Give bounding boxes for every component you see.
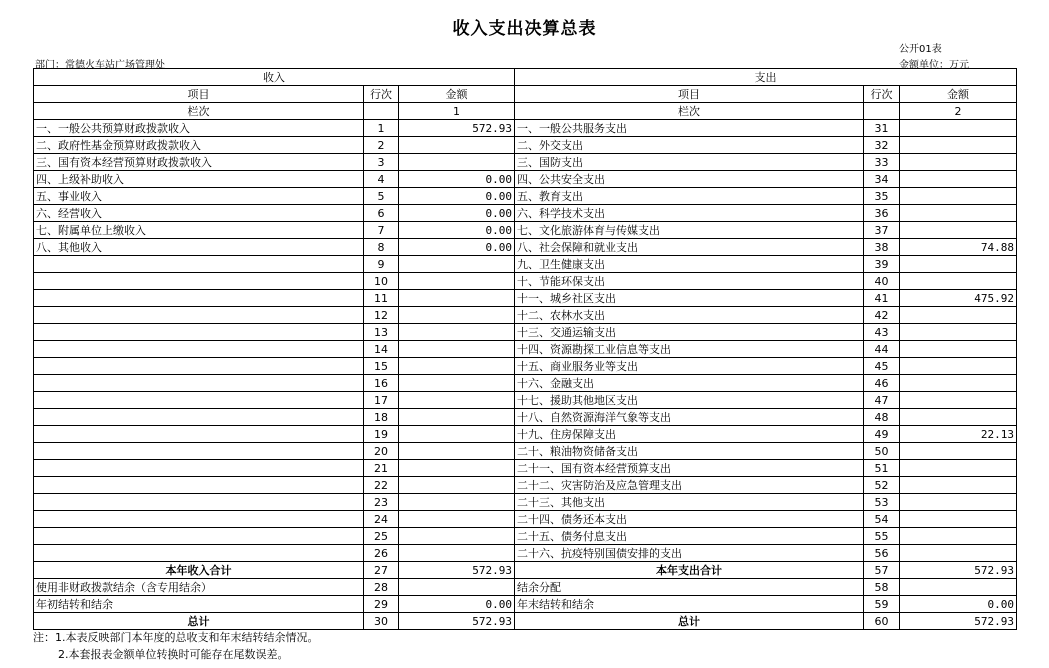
income-amount-cell bbox=[399, 511, 515, 528]
income-item-cell bbox=[34, 341, 364, 358]
budget-table bbox=[33, 68, 1017, 630]
expense-line-cell: 45 bbox=[864, 358, 900, 375]
expense-line-cell: 49 bbox=[864, 426, 900, 443]
income-line-cell: 9 bbox=[364, 256, 399, 273]
expense-amount-cell bbox=[900, 256, 1017, 273]
income-line-cell: 5 bbox=[364, 188, 399, 205]
income-amount-cell: 572.93 bbox=[399, 613, 515, 630]
income-line-cell: 20 bbox=[364, 443, 399, 460]
expense-amount-cell bbox=[900, 409, 1017, 426]
expense-amount-cell bbox=[900, 273, 1017, 290]
expense-line-cell: 36 bbox=[864, 205, 900, 222]
expense-item-cell: 二十一、国有资本经营预算支出 bbox=[515, 460, 864, 477]
expense-column-blank bbox=[864, 103, 900, 120]
table-row bbox=[34, 579, 1017, 596]
table-row bbox=[34, 528, 1017, 545]
table-row bbox=[34, 596, 1017, 613]
income-amount-cell: 0.00 bbox=[399, 596, 515, 613]
expense-item-cell: 一、一般公共服务支出 bbox=[515, 120, 864, 137]
column-number-row bbox=[34, 103, 1017, 120]
column-header-row bbox=[34, 86, 1017, 103]
expense-header: 支出 bbox=[515, 69, 1017, 86]
expense-line-cell: 53 bbox=[864, 494, 900, 511]
table-row bbox=[34, 171, 1017, 188]
income-line-cell: 17 bbox=[364, 392, 399, 409]
expense-column-number: 2 bbox=[900, 103, 1017, 120]
report-title: 收入支出决算总表 bbox=[452, 19, 597, 39]
expense-amount-cell: 0.00 bbox=[900, 596, 1017, 613]
expense-item-cell: 二十、粮油物资储备支出 bbox=[515, 443, 864, 460]
expense-amount-cell bbox=[900, 477, 1017, 494]
income-line-cell: 29 bbox=[364, 596, 399, 613]
table-row bbox=[34, 443, 1017, 460]
expense-item-cell: 十四、资源勘探工业信息等支出 bbox=[515, 341, 864, 358]
income-item-cell bbox=[34, 426, 364, 443]
income-line-cell: 7 bbox=[364, 222, 399, 239]
table-row bbox=[34, 154, 1017, 171]
expense-column-label: 栏次 bbox=[515, 103, 864, 120]
expense-line-cell: 41 bbox=[864, 290, 900, 307]
income-line-cell: 27 bbox=[364, 562, 399, 579]
income-line-cell: 11 bbox=[364, 290, 399, 307]
income-amount-cell bbox=[399, 375, 515, 392]
expense-line-cell: 51 bbox=[864, 460, 900, 477]
income-amount-cell bbox=[399, 545, 515, 562]
table-row bbox=[34, 562, 1017, 579]
expense-line-cell: 39 bbox=[864, 256, 900, 273]
income-amount-cell bbox=[399, 256, 515, 273]
income-amount-cell: 0.00 bbox=[399, 188, 515, 205]
expense-item-cell: 结余分配 bbox=[515, 579, 864, 596]
expense-item-cell: 本年支出合计 bbox=[515, 562, 864, 579]
expense-item-cell: 八、社会保障和就业支出 bbox=[515, 239, 864, 256]
table-row bbox=[34, 290, 1017, 307]
income-item-cell: 六、经营收入 bbox=[34, 205, 364, 222]
expense-item-cell: 二十五、债务付息支出 bbox=[515, 528, 864, 545]
income-item-cell bbox=[34, 307, 364, 324]
income-column-label: 栏次 bbox=[34, 103, 364, 120]
expense-line-cell: 54 bbox=[864, 511, 900, 528]
income-header: 收入 bbox=[34, 69, 515, 86]
table-row bbox=[34, 358, 1017, 375]
expense-amount-cell bbox=[900, 443, 1017, 460]
income-line-cell: 12 bbox=[364, 307, 399, 324]
expense-line-cell: 48 bbox=[864, 409, 900, 426]
expense-amount-cell bbox=[900, 528, 1017, 545]
expense-line-cell: 60 bbox=[864, 613, 900, 630]
income-amount-cell bbox=[399, 409, 515, 426]
expense-amount-cell bbox=[900, 205, 1017, 222]
income-line-cell: 18 bbox=[364, 409, 399, 426]
income-item-cell: 二、政府性基金预算财政拨款收入 bbox=[34, 137, 364, 154]
income-line-cell: 26 bbox=[364, 545, 399, 562]
income-amount-cell: 0.00 bbox=[399, 239, 515, 256]
expense-item-cell: 年末结转和结余 bbox=[515, 596, 864, 613]
income-line-cell: 15 bbox=[364, 358, 399, 375]
expense-item-cell: 二十四、债务还本支出 bbox=[515, 511, 864, 528]
expense-line-cell: 58 bbox=[864, 579, 900, 596]
income-item-cell bbox=[34, 256, 364, 273]
expense-amount-cell bbox=[900, 511, 1017, 528]
table-row bbox=[34, 188, 1017, 205]
income-item-cell: 五、事业收入 bbox=[34, 188, 364, 205]
table-row bbox=[34, 477, 1017, 494]
income-amount-cell bbox=[399, 358, 515, 375]
table-row bbox=[34, 341, 1017, 358]
expense-item-cell: 九、卫生健康支出 bbox=[515, 256, 864, 273]
expense-line-cell: 59 bbox=[864, 596, 900, 613]
expense-item-cell: 十六、金融支出 bbox=[515, 375, 864, 392]
income-line-cell: 28 bbox=[364, 579, 399, 596]
expense-item-cell: 十五、商业服务业等支出 bbox=[515, 358, 864, 375]
income-amount-cell bbox=[399, 579, 515, 596]
expense-amount-cell bbox=[900, 460, 1017, 477]
income-amount-cell bbox=[399, 324, 515, 341]
expense-item-cell: 二十二、灾害防治及应急管理支出 bbox=[515, 477, 864, 494]
expense-amount-cell bbox=[900, 341, 1017, 358]
income-item-cell bbox=[34, 324, 364, 341]
income-column-blank bbox=[364, 103, 399, 120]
income-line-cell: 19 bbox=[364, 426, 399, 443]
expense-item-cell: 二十三、其他支出 bbox=[515, 494, 864, 511]
income-item-cell: 本年收入合计 bbox=[34, 562, 364, 579]
table-row bbox=[34, 613, 1017, 630]
expense-line-cell: 50 bbox=[864, 443, 900, 460]
income-item-cell: 使用非财政拨款结余（含专用结余） bbox=[34, 579, 364, 596]
income-item-cell bbox=[34, 477, 364, 494]
income-line-cell: 23 bbox=[364, 494, 399, 511]
table-row bbox=[34, 324, 1017, 341]
table-row bbox=[34, 460, 1017, 477]
expense-item-cell: 四、公共安全支出 bbox=[515, 171, 864, 188]
expense-item-cell: 七、文化旅游体育与传媒支出 bbox=[515, 222, 864, 239]
income-item-cell: 总计 bbox=[34, 613, 364, 630]
expense-line-cell: 38 bbox=[864, 239, 900, 256]
income-line-header: 行次 bbox=[364, 86, 399, 103]
income-amount-cell: 0.00 bbox=[399, 205, 515, 222]
income-line-cell: 1 bbox=[364, 120, 399, 137]
expense-amount-cell bbox=[900, 137, 1017, 154]
footnote-1: 注：1.本表反映部门本年度的总收支和年末结转结余情况。 bbox=[33, 631, 319, 644]
expense-amount-cell: 475.92 bbox=[900, 290, 1017, 307]
income-item-cell bbox=[34, 409, 364, 426]
expense-item-cell: 三、国防支出 bbox=[515, 154, 864, 171]
expense-item-cell: 十三、交通运输支出 bbox=[515, 324, 864, 341]
income-amount-header: 金额 bbox=[399, 86, 515, 103]
expense-line-cell: 44 bbox=[864, 341, 900, 358]
income-item-cell bbox=[34, 375, 364, 392]
expense-amount-cell bbox=[900, 392, 1017, 409]
income-column-number: 1 bbox=[399, 103, 515, 120]
income-amount-cell bbox=[399, 443, 515, 460]
expense-amount-cell bbox=[900, 120, 1017, 137]
expense-line-cell: 47 bbox=[864, 392, 900, 409]
expense-item-cell: 总计 bbox=[515, 613, 864, 630]
expense-amount-cell: 22.13 bbox=[900, 426, 1017, 443]
income-item-cell bbox=[34, 273, 364, 290]
expense-item-cell: 十、节能环保支出 bbox=[515, 273, 864, 290]
income-line-cell: 30 bbox=[364, 613, 399, 630]
income-line-cell: 24 bbox=[364, 511, 399, 528]
table-row bbox=[34, 137, 1017, 154]
expense-item-cell: 十二、农林水支出 bbox=[515, 307, 864, 324]
income-item-cell: 三、国有资本经营预算财政拨款收入 bbox=[34, 154, 364, 171]
expense-line-cell: 57 bbox=[864, 562, 900, 579]
section-header-row bbox=[34, 69, 1017, 86]
expense-line-header: 行次 bbox=[864, 86, 900, 103]
table-row bbox=[34, 511, 1017, 528]
income-item-cell: 一、一般公共预算财政拨款收入 bbox=[34, 120, 364, 137]
expense-amount-cell bbox=[900, 494, 1017, 511]
income-item-cell bbox=[34, 528, 364, 545]
expense-amount-cell bbox=[900, 545, 1017, 562]
income-amount-cell bbox=[399, 154, 515, 171]
expense-line-cell: 43 bbox=[864, 324, 900, 341]
table-row bbox=[34, 392, 1017, 409]
income-amount-cell: 0.00 bbox=[399, 222, 515, 239]
income-amount-cell bbox=[399, 341, 515, 358]
income-item-cell bbox=[34, 358, 364, 375]
income-amount-cell bbox=[399, 528, 515, 545]
table-row bbox=[34, 239, 1017, 256]
expense-amount-cell bbox=[900, 307, 1017, 324]
income-amount-cell bbox=[399, 307, 515, 324]
income-amount-cell bbox=[399, 392, 515, 409]
income-amount-cell bbox=[399, 494, 515, 511]
expense-amount-cell bbox=[900, 579, 1017, 596]
income-line-cell: 16 bbox=[364, 375, 399, 392]
expense-line-cell: 52 bbox=[864, 477, 900, 494]
unit-label: 金额单位：万元 bbox=[899, 60, 969, 71]
expense-item-cell: 十八、自然资源海洋气象等支出 bbox=[515, 409, 864, 426]
expense-line-cell: 31 bbox=[864, 120, 900, 137]
expense-amount-cell: 572.93 bbox=[900, 562, 1017, 579]
income-amount-cell: 0.00 bbox=[399, 171, 515, 188]
expense-line-cell: 32 bbox=[864, 137, 900, 154]
expense-line-cell: 42 bbox=[864, 307, 900, 324]
expense-amount-cell bbox=[900, 154, 1017, 171]
income-item-cell: 四、上级补助收入 bbox=[34, 171, 364, 188]
income-line-cell: 6 bbox=[364, 205, 399, 222]
income-line-cell: 3 bbox=[364, 154, 399, 171]
expense-amount-cell bbox=[900, 222, 1017, 239]
income-line-cell: 4 bbox=[364, 171, 399, 188]
expense-amount-cell bbox=[900, 171, 1017, 188]
income-line-cell: 2 bbox=[364, 137, 399, 154]
expense-amount-cell: 572.93 bbox=[900, 613, 1017, 630]
income-line-cell: 22 bbox=[364, 477, 399, 494]
expense-item-cell: 十一、城乡社区支出 bbox=[515, 290, 864, 307]
expense-line-cell: 40 bbox=[864, 273, 900, 290]
income-line-cell: 10 bbox=[364, 273, 399, 290]
expense-amount-cell: 74.88 bbox=[900, 239, 1017, 256]
income-line-cell: 8 bbox=[364, 239, 399, 256]
income-amount-cell bbox=[399, 290, 515, 307]
income-item-cell: 八、其他收入 bbox=[34, 239, 364, 256]
table-row bbox=[34, 545, 1017, 562]
expense-line-cell: 35 bbox=[864, 188, 900, 205]
income-item-header: 项目 bbox=[34, 86, 364, 103]
income-amount-cell bbox=[399, 273, 515, 290]
income-line-cell: 21 bbox=[364, 460, 399, 477]
income-amount-cell bbox=[399, 137, 515, 154]
expense-line-cell: 34 bbox=[864, 171, 900, 188]
expense-item-cell: 二十六、抗疫特别国债安排的支出 bbox=[515, 545, 864, 562]
expense-item-cell: 十七、援助其他地区支出 bbox=[515, 392, 864, 409]
income-item-cell bbox=[34, 392, 364, 409]
table-row bbox=[34, 409, 1017, 426]
table-row bbox=[34, 120, 1017, 137]
expense-line-cell: 55 bbox=[864, 528, 900, 545]
income-item-cell bbox=[34, 443, 364, 460]
income-line-cell: 13 bbox=[364, 324, 399, 341]
income-amount-cell bbox=[399, 426, 515, 443]
income-amount-cell bbox=[399, 477, 515, 494]
expense-amount-cell bbox=[900, 358, 1017, 375]
table-row bbox=[34, 273, 1017, 290]
expense-item-cell: 十九、住房保障支出 bbox=[515, 426, 864, 443]
table-row bbox=[34, 222, 1017, 239]
expense-item-cell: 五、教育支出 bbox=[515, 188, 864, 205]
expense-item-header: 项目 bbox=[515, 86, 864, 103]
expense-item-cell: 二、外交支出 bbox=[515, 137, 864, 154]
expense-amount-header: 金额 bbox=[900, 86, 1017, 103]
table-row bbox=[34, 205, 1017, 222]
table-row bbox=[34, 307, 1017, 324]
income-item-cell bbox=[34, 290, 364, 307]
expense-line-cell: 46 bbox=[864, 375, 900, 392]
income-item-cell bbox=[34, 460, 364, 477]
table-row bbox=[34, 375, 1017, 392]
income-amount-cell bbox=[399, 460, 515, 477]
income-item-cell bbox=[34, 545, 364, 562]
department-label: 部门：常德火车站广场管理处 bbox=[35, 60, 165, 71]
table-row bbox=[34, 426, 1017, 443]
income-line-cell: 25 bbox=[364, 528, 399, 545]
form-code: 公开01表 bbox=[899, 44, 942, 55]
income-amount-cell: 572.93 bbox=[399, 120, 515, 137]
expense-line-cell: 33 bbox=[864, 154, 900, 171]
footnotes bbox=[33, 629, 319, 663]
income-item-cell bbox=[34, 511, 364, 528]
expense-item-cell: 六、科学技术支出 bbox=[515, 205, 864, 222]
expense-amount-cell bbox=[900, 375, 1017, 392]
income-amount-cell: 572.93 bbox=[399, 562, 515, 579]
income-item-cell: 七、附属单位上缴收入 bbox=[34, 222, 364, 239]
expense-line-cell: 56 bbox=[864, 545, 900, 562]
income-item-cell: 年初结转和结余 bbox=[34, 596, 364, 613]
income-item-cell bbox=[34, 494, 364, 511]
expense-amount-cell bbox=[900, 188, 1017, 205]
table-row bbox=[34, 494, 1017, 511]
expense-line-cell: 37 bbox=[864, 222, 900, 239]
expense-amount-cell bbox=[900, 324, 1017, 341]
table-row bbox=[34, 256, 1017, 273]
footnote-2: 2.本套报表金额单位转换时可能存在尾数误差。 bbox=[58, 648, 289, 661]
income-line-cell: 14 bbox=[364, 341, 399, 358]
